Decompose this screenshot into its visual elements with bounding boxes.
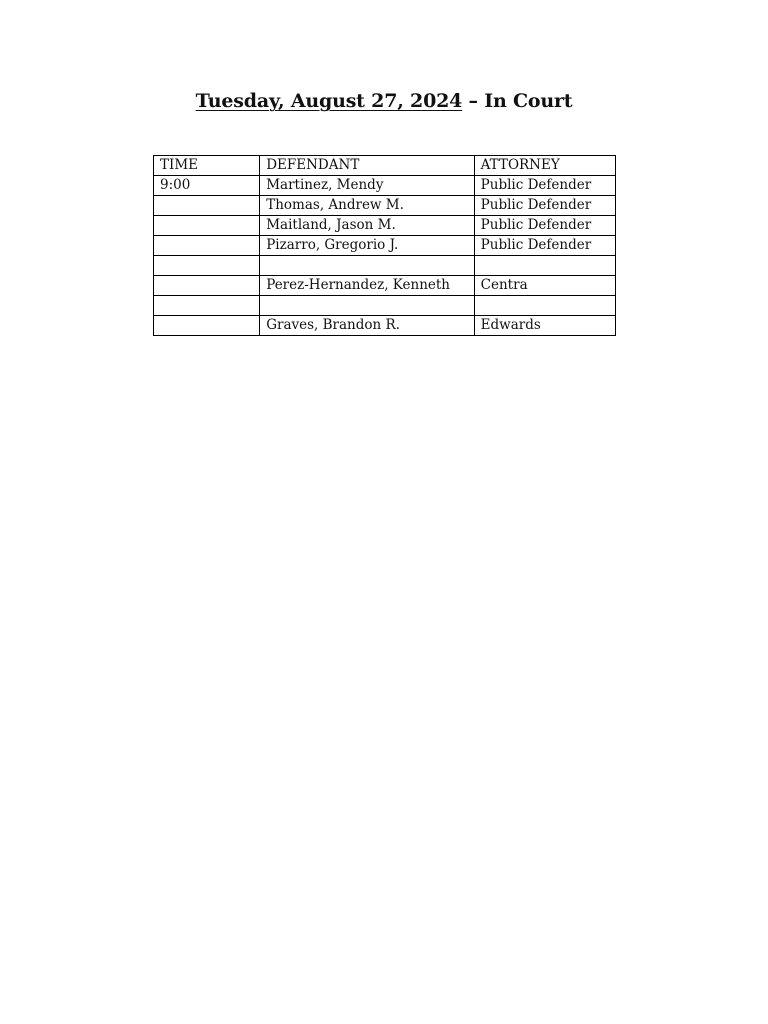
cell-time — [154, 236, 260, 256]
table-row — [154, 316, 616, 336]
cell-time — [154, 256, 260, 276]
table-row-empty — [154, 256, 616, 276]
cell-defendant: Graves, Brandon R. — [260, 316, 474, 336]
header-attorney: ATTORNEY — [474, 156, 615, 176]
cell-attorney: Public Defender — [474, 176, 615, 196]
cell-defendant: Maitland, Jason M. — [260, 216, 474, 236]
cell-defendant: Martinez, Mendy — [260, 176, 474, 196]
title-suffix: – In Court — [462, 90, 573, 112]
table-row-empty — [154, 296, 616, 316]
table-row — [154, 216, 616, 236]
table-row — [154, 176, 616, 196]
cell-time — [154, 316, 260, 336]
cell-time — [154, 296, 260, 316]
cell-defendant: Pizarro, Gregorio J. — [260, 236, 474, 256]
cell-defendant: Perez-Hernandez, Kenneth — [260, 276, 474, 296]
cell-attorney — [474, 256, 615, 276]
cell-time — [154, 216, 260, 236]
cell-attorney: Public Defender — [474, 216, 615, 236]
cell-attorney: Public Defender — [474, 196, 615, 216]
table-row — [154, 236, 616, 256]
cell-defendant — [260, 296, 474, 316]
header-time: TIME — [154, 156, 260, 176]
page-title — [0, 90, 768, 112]
cell-attorney: Centra — [474, 276, 615, 296]
cell-attorney — [474, 296, 615, 316]
table-row — [154, 276, 616, 296]
title-date: Tuesday, August 27, 2024 — [195, 90, 463, 112]
cell-time — [154, 276, 260, 296]
table-row — [154, 196, 616, 216]
table-header-row — [154, 156, 616, 176]
cell-time: 9:00 — [154, 176, 260, 196]
header-defendant: DEFENDANT — [260, 156, 474, 176]
court-schedule-table — [153, 155, 616, 336]
cell-defendant: Thomas, Andrew M. — [260, 196, 474, 216]
cell-attorney: Edwards — [474, 316, 615, 336]
cell-attorney: Public Defender — [474, 236, 615, 256]
cell-time — [154, 196, 260, 216]
cell-defendant — [260, 256, 474, 276]
